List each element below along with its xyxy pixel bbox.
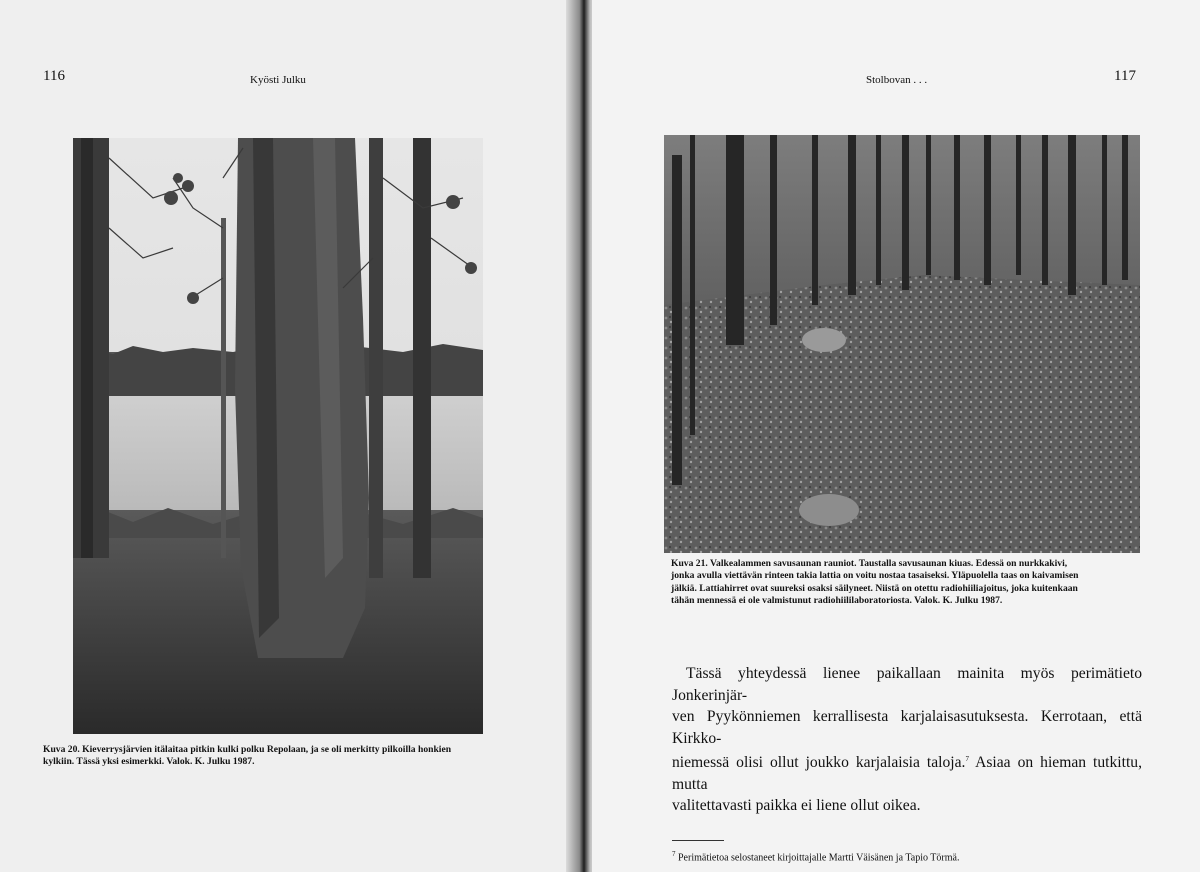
- footnote-text: Perimätietoa selostaneet kirjoittajalle Martti Väisänen ja Tapio Törmä.: [678, 852, 960, 864]
- footnote-reference: 7: [965, 755, 969, 763]
- body-line-part: Asiaa on hieman tutkittu, mutta: [672, 754, 1142, 793]
- body-line-part: niemessä olisi ollut joukko karjalaisia taloja.: [672, 754, 966, 772]
- photo-sauna-ruins: [664, 135, 1140, 553]
- caption-line: jonka avulla viettävän rinteen takia lattia on voitu nostaa tasaiseksi. Yläpuolella taas on kaivamisen: [671, 570, 1079, 582]
- body-paragraph: [672, 663, 1142, 817]
- footnote-rule: [672, 840, 724, 841]
- page-number-right: 117: [1114, 68, 1136, 84]
- caption-figure-20: [43, 744, 519, 769]
- footnote-marker: 7: [672, 850, 676, 858]
- body-line: Tässä yhteydessä lienee paikallaan mainita myös perimätieto Jonkerinjär-: [672, 665, 1142, 704]
- left-page: [0, 0, 578, 872]
- running-head-left: Kyösti Julku: [250, 74, 306, 86]
- caption-figure-21: [671, 558, 1141, 608]
- caption-line: Kuva 21. Valkealammen savusaunan rauniot. Taustalla savusaunan kiuas. Edessä on nurkkakivi,: [671, 558, 1068, 569]
- body-line: [672, 749, 1142, 795]
- footnote: [672, 850, 959, 863]
- running-head-right: Stolbovan . . .: [866, 74, 928, 86]
- right-page: [592, 0, 1200, 872]
- caption-line: kylkiin. Tässä yksi esimerkki. Valok. K. Julku 1987.: [43, 756, 255, 768]
- photo-lakeside-pines: [73, 138, 483, 734]
- page-number-left: 116: [43, 68, 65, 84]
- caption-line: Kuva 20. Kieverrysjärvien itälaitaa pitkin kulki polku Repolaan, ja se oli merkitty pilkoilla honkien: [43, 744, 452, 755]
- caption-line: jälkiä. Lattiahirret ovat suureksi osaksi säilyneet. Niistä on otettu radiohiiliajoitus, joka kuitenkaan: [671, 582, 1078, 594]
- body-line: ven Pyykönniemen kerrallisesta karjalaisasutuksesta. Kerrotaan, että Kirkko-: [672, 708, 1142, 747]
- body-line: valitettavasti paikka ei liene ollut oikea.: [672, 797, 921, 815]
- caption-line: tähän mennessä ei ole valmistunut radiohiililaboratoriosta. Valok. K. Julku 1987.: [671, 595, 1003, 607]
